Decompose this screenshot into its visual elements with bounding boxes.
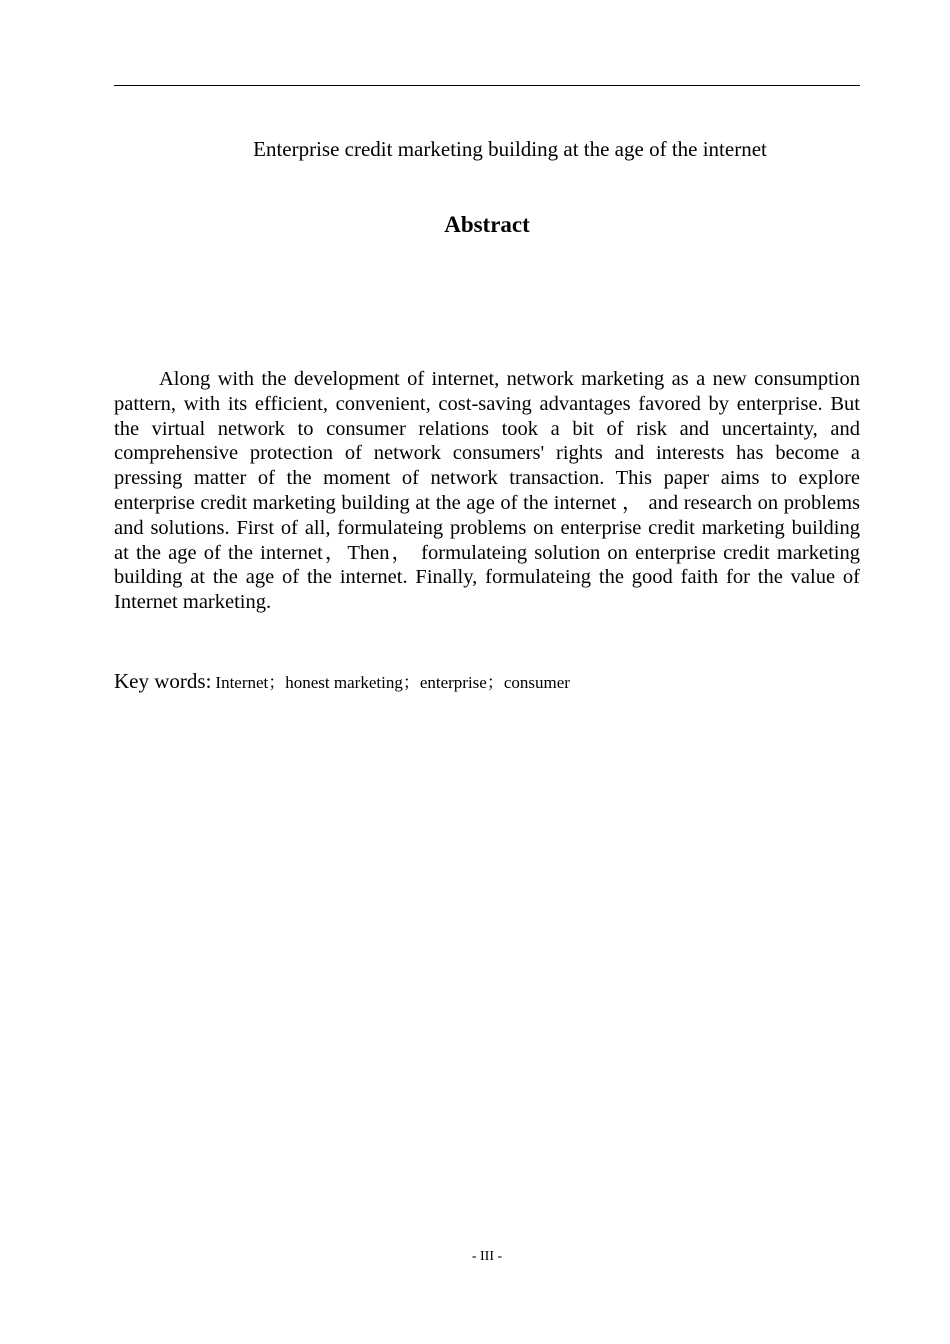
abstract-body: Along with the development of internet, network marketing as a new consumption pattern, with its efficient, convenient, cost-saving advantages favored by enterprise. But the virtual network to consumer relations took a bit of risk and uncertainty, and comprehensive protection of network consumers' rights and interests has become a pressing matter of the moment of network transaction. This paper aims to explore enterprise credit marketing building at the age of the internet ， and research on problems and solutions. First of all, formulateing problems on enterprise credit marketing building at the age of the internet，Then， formulateing solution on enterprise credit marketing building at the age of the internet. Finally, formulateing the good faith for the value of Internet marketing.	[114, 368, 860, 614]
header-rule	[114, 85, 860, 86]
keywords-line	[114, 667, 860, 698]
keywords-label: Key words:	[114, 669, 212, 693]
paper-title: Enterprise credit marketing building at the age of the internet	[253, 137, 767, 161]
page-number: - III -	[471, 1249, 503, 1264]
keywords-list: Internet；honest marketing；enterprise；consumer	[215, 673, 570, 692]
abstract-heading: Abstract	[444, 212, 530, 237]
